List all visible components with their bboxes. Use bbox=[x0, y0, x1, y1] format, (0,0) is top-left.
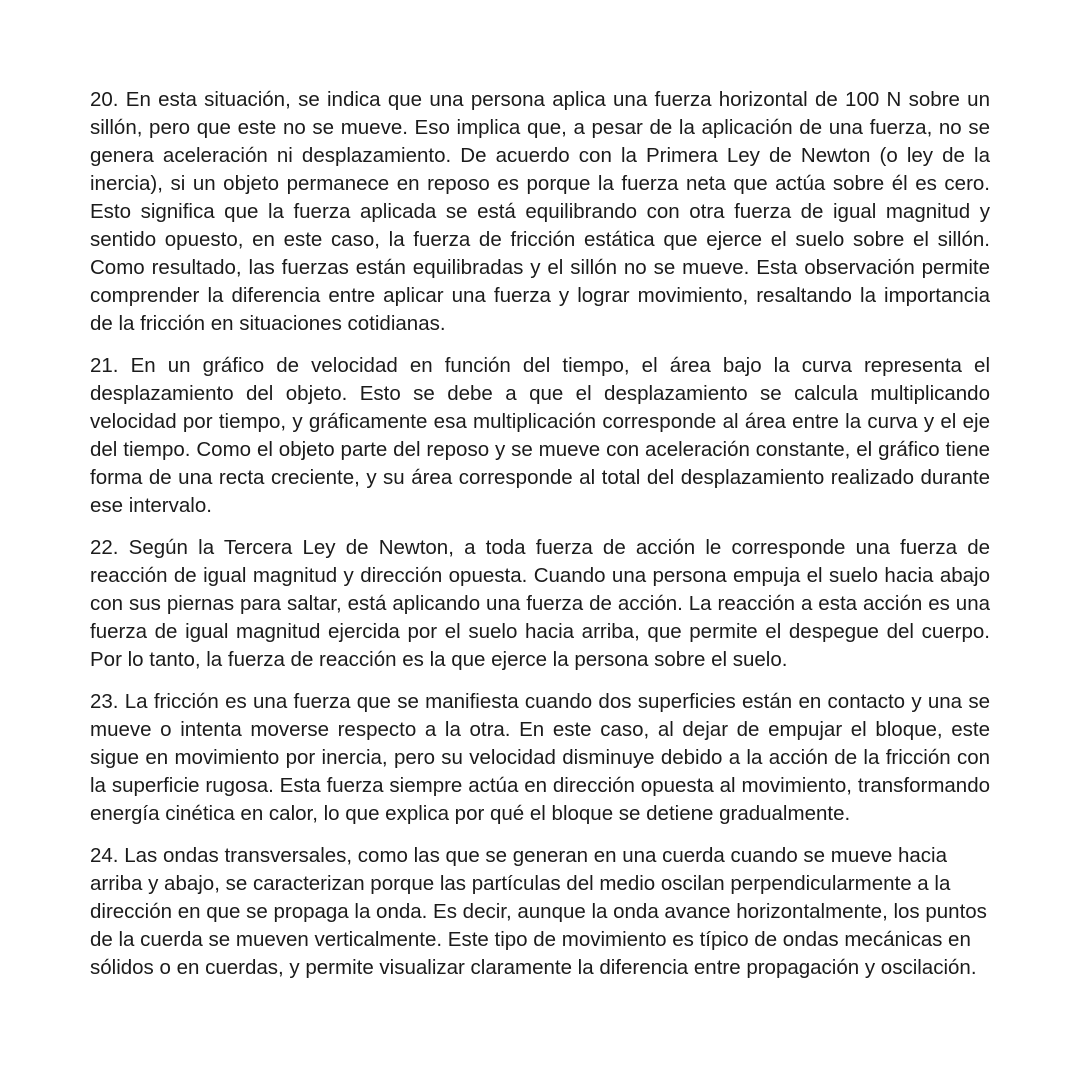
paragraph-21: 21. En un gráfico de velocidad en función del tiempo, el área bajo la curva representa el desplazamiento del objeto. Esto se debe a que el desplazamiento se calcula multiplicando velocidad por tiempo, y gráficamente esa multiplicación corresponde al área entre la curva y el eje del tiempo. Como el objeto parte del reposo y se mueve con aceleración constante, el gráfico tiene forma de una recta creciente, y su área corresponde al total del desplazamiento realizado durante ese intervalo. bbox=[90, 354, 990, 517]
paragraph-22: 22. Según la Tercera Ley de Newton, a toda fuerza de acción le corresponde una fuerza de reacción de igual magnitud y dirección opuesta. Cuando una persona empuja el suelo hacia abajo con sus piernas para saltar, está aplicando una fuerza de acción. La reacción a esta acción es una fuerza de igual magnitud ejercida por el suelo hacia arriba, que permite el despegue del cuerpo. Por lo tanto, la fuerza de reacción es la que ejerce la persona sobre el suelo. bbox=[90, 536, 990, 671]
paragraph-23: 23. La fricción es una fuerza que se manifiesta cuando dos superficies están en contacto y una se mueve o intenta moverse respecto a la otra. En este caso, al dejar de empujar el bloque, este sigue en movimiento por inercia, pero su velocidad disminuye debido a la acción de la fricción con la superficie rugosa. Esta fuerza siempre actúa en dirección opuesta al movimiento, transformando energía cinética en calor, lo que explica por qué el bloque se detiene gradualmente. bbox=[90, 690, 990, 825]
paragraph-24: 24. Las ondas transversales, como las que se generan en una cuerda cuando se mueve hacia arriba y abajo, se caracterizan porque las partículas del medio oscilan perpendicularmente a la dirección en que se propaga la onda. Es decir, aunque la onda avance horizontalmente, los puntos de la cuerda se mueven verticalmente. Este tipo de movimiento es típico de ondas mecánicas en sólidos o en cuerdas, y permite visualizar claramente la diferencia entre propagación y oscilación. bbox=[90, 844, 987, 979]
paragraph-20: 20. En esta situación, se indica que una persona aplica una fuerza horizontal de 100 N sobre un sillón, pero que este no se mueve. Eso implica que, a pesar de la aplicación de una fuerza, no se genera aceleración ni desplazamiento. De acuerdo con la Primera Ley de Newton (o ley de la inercia), si un objeto permanece en reposo es porque la fuerza neta que actúa sobre él es cero. Esto significa que la fuerza aplicada se está equilibrando con otra fuerza de igual magnitud y sentido opuesto, en este caso, la fuerza de fricción estática que ejerce el suelo sobre el sillón. Como resultado, las fuerzas están equilibradas y el sillón no se mueve. Esta observación permite comprender la diferencia entre aplicar una fuerza y lograr movimiento, resaltando la importancia de la fricción en situaciones cotidianas. bbox=[90, 88, 990, 335]
